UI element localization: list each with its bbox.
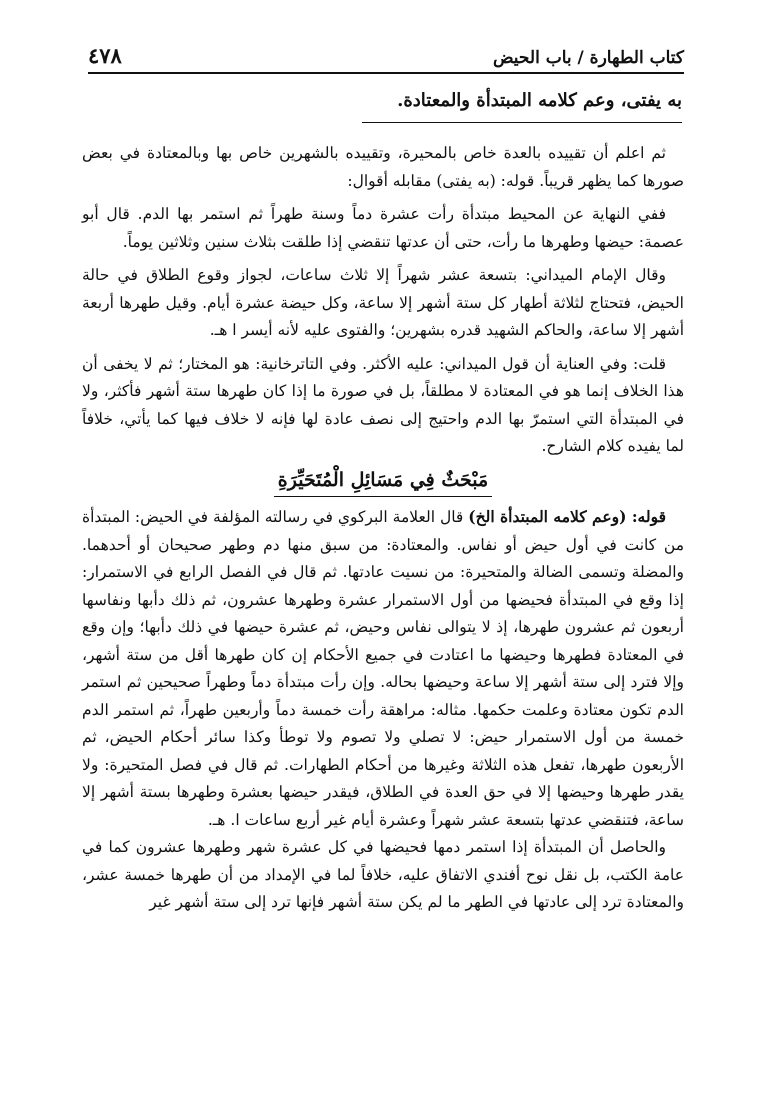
paragraph-3: وقال الإمام الميداني: بتسعة عشر شهراً إلا ثلاث ساعات، لجواز وقوع الطلاق في حالة الحيض، فتحتاج لثلاثة أطهار كل ستة أشهر إلا ساعة، وكل حيضة عشرة أيام. وقيل طهرها أربعة أشهر إلا ساعة، والحاكم الشهيد قدره بشهرين؛ والفتوى عليه لأنه أيسر ا هـ. — [82, 266, 684, 339]
main-text: به يفتى، وعم كلامه المبتدأة والمعتادة. — [362, 86, 682, 123]
final-paragraph: والحاصل أن المبتدأة إذا استمر دمها فحيضها في كل عشرة شهر وطهرها عشرون كما في عامة الكتب، بل نقل نوح أفندي الاتفاق عليه، خلافاً لما في الإمداد من أن طهرها خمسة عشر، والمعتادة ترد إلى عادتها في الطهر ما لم يكن ستة أشهر فإنها ترد إلى ستة أشهر غير — [82, 838, 684, 911]
paragraph-1: ثم اعلم أن تقييده بالعدة خاص بالمحيرة، وتقييده بالشهرين خاص بها وبالمعتادة في بعض صورها كما يظهر قريباً. قوله: (به يفتى) مقابله أقوال: — [82, 144, 684, 190]
quote-paragraph — [82, 503, 684, 834]
quote-intro-bold: قوله: (وعم كلامه المبتدأة الخ) — [468, 507, 666, 526]
page-number: ٤٧٨ — [88, 43, 122, 68]
quote-intro-rest: قال العلامة البركوي في رسالته المؤلفة في الحيض: المبتدأة من كانت في أول حيض أو نفاس. والمعتادة: من سبق منها دم وطهر صحيحان أو أحدهما. والمضلة وتسمى الضالة والمتحيرة: من نسيت عادتها. ثم قال في الفصل الرابع في الاستمرار: إذا وقع في المبتدأة فحيضها من أول الاستمرار عشرة وطهرها عشرون، ثم ذلك دأبها ونفاسها أربعون ثم عشرون طهرها، إذ لا يتوالى نفاس وحيض، ثم عشرة حيضها في ذلك دأبها؛ وإن وقع في المعتادة فطهرها وحيضها ما اعتادت في جميع الأحكام إن كان طهرها أقل من ستة أشهر، وإلا فترد إلى ستة أشهر إلا ساعة وحيضها بحاله. وإن رأت مبتدأة دماً وطهراً صحيحين ثم استمر الدم تكون معتادة وعلمت حكمها. مثاله: مراهقة رأت خمسة دماً وأربعين طهراً، ثم استمر الدم خمسة من أول الاستمرار حيض: لا تصلي ولا تصوم ولا توطأ وكذا سائر أحكام الحيض، ثم الأربعون طهرها، تفعل هذه الثلاثة وغيرها من أحكام الطهارات. ثم قال في فصل المتحيرة: ولا يقدر طهرها وحيضها إلا في حق العدة في الطلاق، فيقدر حيضها بعشرة وطهرها بستة أشهر إلا ساعة، فتنقضي عدتها بتسعة عشر شهراً وعشرة أيام غير أربع ساعات ا. هـ. — [82, 508, 684, 829]
commentary-body — [82, 140, 684, 923]
section-heading-text: مَبْحَثٌ فِي مَسَائِلِ الْمُتَحَيِّرَةِ — [274, 467, 492, 498]
paragraph-2: ففي النهاية عن المحيط مبتدأة رأت عشرة دماً وسنة طهراً ثم استمر بها الدم. قال أبو عصمة: حيضها وطهرها ما رأت، حتى أن عدتها تنقضي إذا طلقت بثلاث سنين وثلاثين يوماً. — [82, 205, 684, 251]
section-heading — [82, 467, 684, 498]
header-title: كتاب الطهارة / باب الحيض — [492, 48, 684, 68]
paragraph-4: قلت: وفي العناية أن قول الميداني: عليه الأكثر. وفي التاترخانية: هو المختار؛ ثم لا يخفى أن هذا الخلاف إنما هو في المعتادة لا مطلقاً، بل في صورة ما إذا كان طهرها ستة أشهر فأكثر، ولا في المبتدأة التي استمرّ بها الدم واحتيج إلى نصف عادة لها فإنه لا خلاف فيها كما يأتي، خلافاً لما يفيده كلام الشارح. — [82, 354, 684, 455]
running-header — [88, 34, 684, 74]
